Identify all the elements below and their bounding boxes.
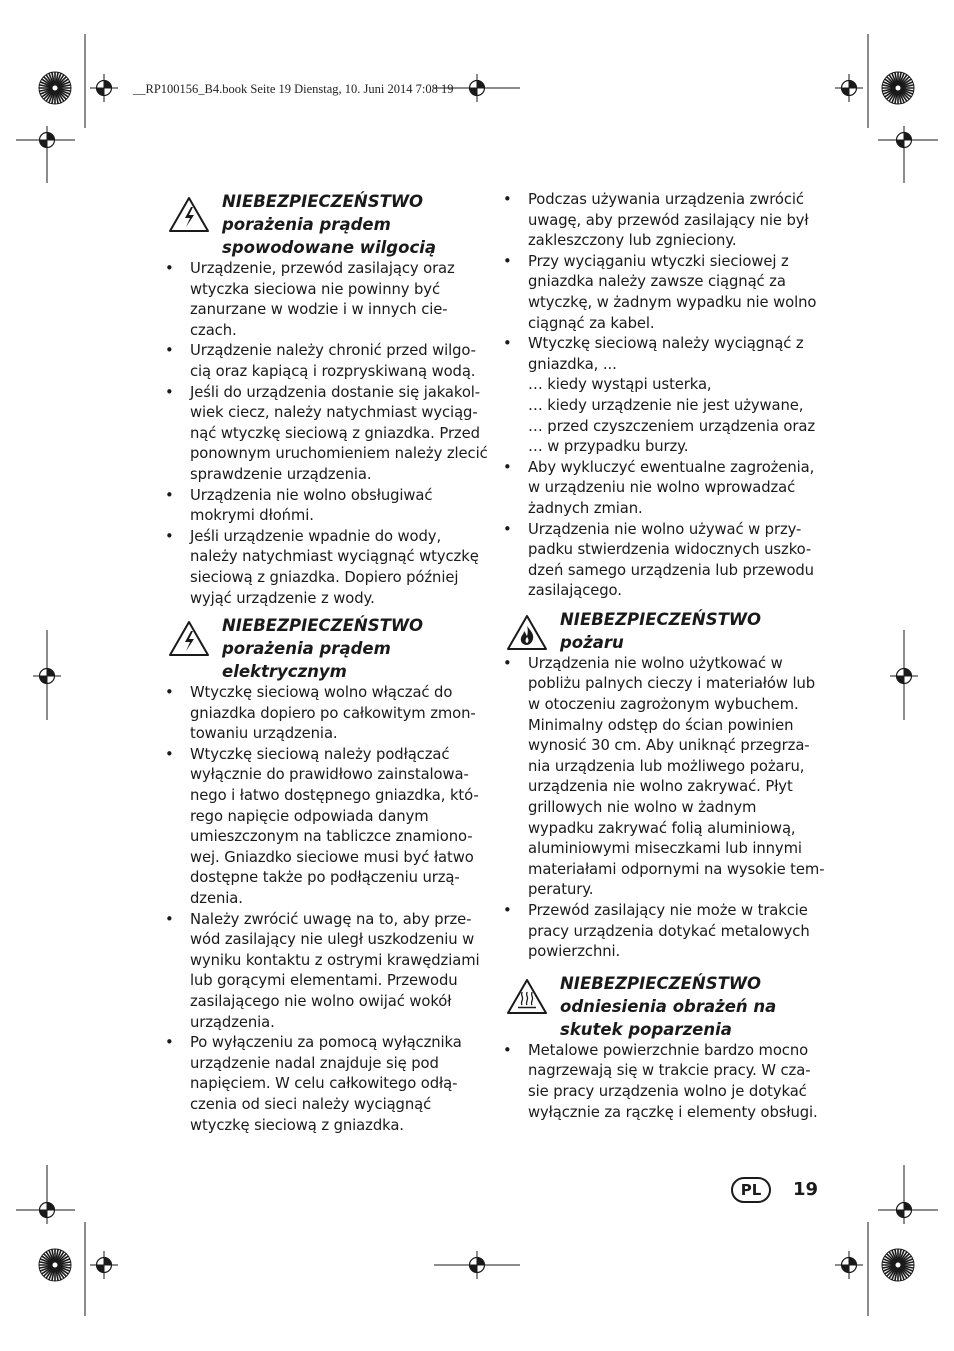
text-line: urządzenia. bbox=[190, 1013, 275, 1031]
text-line: w otoczeniu zagrożonym wybuchem. bbox=[528, 696, 799, 714]
text-line: gniazdka należy zawsze ciągnąć za bbox=[528, 273, 786, 291]
warning-list-electric bbox=[164, 683, 488, 1136]
text-line: dostępne także po podłączeniu urzą- bbox=[190, 869, 460, 887]
text-line: Minimalny odstęp do ścian powinien bbox=[528, 716, 794, 734]
text-line: uwagę, aby przewód zasilający nie był bbox=[528, 211, 809, 229]
text-line: wód zasilający nie uległ uszkodzeniu w bbox=[190, 931, 475, 949]
text-line: … przed czyszczeniem urządzenia oraz bbox=[528, 417, 815, 435]
text-line: gniazdka, ... bbox=[528, 355, 617, 373]
registration-crosshair-icon bbox=[463, 74, 491, 102]
registration-crosshair-icon bbox=[463, 1251, 491, 1279]
list-item bbox=[164, 527, 488, 609]
text-line: wyniku kontaktu z ostrymi krawędziami bbox=[190, 951, 480, 969]
language-badge: PL bbox=[731, 1177, 771, 1203]
warning-list-fire bbox=[502, 654, 826, 963]
registration-crosshair-icon bbox=[835, 1251, 863, 1279]
registration-crosshair-icon bbox=[890, 1196, 918, 1224]
registration-crosshair-icon bbox=[890, 662, 918, 690]
text-line: • Wtyczkę sieciową wolno włączać do bbox=[190, 684, 453, 702]
registration-crosshair-icon bbox=[90, 1251, 118, 1279]
list-item bbox=[502, 520, 826, 602]
text-line: • Metalowe powierzchnie bardzo mocno bbox=[528, 1041, 809, 1059]
text-line: umieszczonym na tabliczce znamiono- bbox=[190, 828, 473, 846]
text-line: nagrzewają się w trakcie pracy. W cza- bbox=[528, 1062, 811, 1080]
text-line: cią oraz kapiącą i rozpryskiwaną wodą. bbox=[190, 362, 476, 380]
text-line: zasilającego nie wolno owijać wokół bbox=[190, 993, 452, 1010]
text-line: zanurzane w wodzie i w innych cie- bbox=[190, 301, 448, 319]
warning-title-line: odniesienia obrażeń na bbox=[560, 996, 777, 1016]
list-item bbox=[164, 486, 488, 527]
list-item bbox=[502, 654, 826, 901]
text-line: lub gorącymi elementami. Przewodu bbox=[190, 972, 458, 990]
list-item bbox=[164, 683, 488, 745]
text-line: wyłącznie do prawidłowo zainstalowa- bbox=[190, 766, 469, 784]
text-line: nia urządzenia lub możliwego pożaru, bbox=[528, 757, 805, 775]
list-item bbox=[502, 190, 826, 252]
text-line: • Jeśli do urządzenia dostanie się jakakol- bbox=[190, 383, 481, 401]
text-line: • Po wyłączeniu za pomocą wyłącznika bbox=[190, 1034, 462, 1052]
warning-title-line: NIEBEZPIECZEŃSTWO bbox=[222, 616, 424, 636]
text-line: urządzenie nadal znajduje się pod bbox=[190, 1054, 439, 1072]
text-line: rego napięcie odpowiada danym bbox=[190, 807, 429, 825]
right-column bbox=[502, 190, 826, 1123]
text-line: powierzchni. bbox=[528, 943, 621, 961]
text-line: dzenia. bbox=[190, 890, 243, 908]
registration-crosshair-icon bbox=[33, 1196, 61, 1224]
warning-title-line: skutek poparzenia bbox=[560, 1019, 732, 1039]
text-line: • Wtyczkę sieciową należy wyciągnąć z bbox=[528, 335, 804, 353]
text-line: • Urządzenie należy chronić przed wilgo- bbox=[190, 342, 476, 360]
text-line: peratury. bbox=[528, 881, 594, 899]
text-line: • Urządzenie, przewód zasilający oraz bbox=[190, 260, 455, 277]
list-item bbox=[502, 458, 826, 520]
warning-title-line: spowodowane wilgocią bbox=[222, 238, 437, 257]
warning-heading-fire bbox=[502, 608, 826, 654]
text-line: wyłącznie za rączkę i elementy obsługi. bbox=[528, 1103, 818, 1121]
text-line: towaniu urządzenia. bbox=[190, 725, 338, 743]
text-line: wynosić 30 cm. Aby uniknąć przegrza- bbox=[528, 737, 810, 755]
text-line: dzeń samego urządzenia lub przewodu bbox=[528, 561, 814, 579]
text-line: wtyczka sieciowa nie powinny być bbox=[190, 280, 440, 298]
list-item bbox=[502, 334, 826, 458]
text-line: • Aby wykluczyć ewentualne zagrożenia, bbox=[528, 458, 815, 476]
registration-crosshair-icon bbox=[33, 662, 61, 690]
list-item bbox=[164, 910, 488, 1034]
list-item bbox=[164, 383, 488, 486]
warning-heading-moisture bbox=[164, 190, 488, 259]
registration-crosshair-icon bbox=[90, 74, 118, 102]
text-line: … w przypadku burzy. bbox=[528, 438, 689, 456]
text-line: wtyczkę, w żadnym wypadku nie wolno bbox=[528, 293, 817, 311]
warning-heading-burn bbox=[502, 972, 826, 1041]
text-line: ciągnąć za kabel. bbox=[528, 314, 655, 332]
warning-title-line: NIEBEZPIECZEŃSTWO bbox=[222, 192, 424, 211]
text-line: sieciową z gniazdka. Dopiero później bbox=[190, 568, 459, 586]
general-safety-list bbox=[502, 190, 826, 602]
text-line: zasilającego. bbox=[528, 582, 622, 600]
text-line: • Urządzenia nie wolno używać w przy- bbox=[528, 520, 802, 538]
text-line: • Jeśli urządzenie wpadnie do wody, bbox=[190, 527, 442, 545]
registration-crosshair-icon bbox=[33, 126, 61, 154]
color-registration-wheel-icon bbox=[39, 1249, 71, 1281]
text-line: • Przewód zasilający nie może w trakcie bbox=[528, 902, 808, 919]
warning-title-line: elektrycznym bbox=[222, 662, 347, 682]
page-number: 19 bbox=[793, 1179, 819, 1200]
text-line: sprawdzenie urządzenia. bbox=[190, 465, 372, 483]
text-line: gniazdka dopiero po całkowitym zmon- bbox=[190, 704, 476, 722]
warning-title-line: NIEBEZPIECZEŃSTWO bbox=[560, 609, 762, 629]
text-line: sie pracy urządzenia wolno je dotykać bbox=[528, 1082, 807, 1100]
text-line: aluminiowymi miseczkami lub innymi bbox=[528, 840, 802, 858]
electric-shock-warning-icon bbox=[168, 620, 210, 658]
list-item bbox=[164, 259, 488, 341]
list-item bbox=[502, 1041, 826, 1123]
text-line: nąć wtyczkę sieciową z gniazdka. Przed bbox=[190, 424, 480, 442]
list-item bbox=[502, 901, 826, 963]
text-line: zakleszczony lub zgnieciony. bbox=[528, 232, 737, 250]
text-line: czach. bbox=[190, 321, 237, 339]
warning-title-line: pożaru bbox=[560, 632, 624, 652]
text-line: pobliżu palnych cieczy i materiałów lub bbox=[528, 675, 816, 693]
registration-crosshair-icon bbox=[890, 126, 918, 154]
text-line: nego i łatwo dostępnego gniazdka, któ- bbox=[190, 787, 479, 805]
hot-surface-warning-icon bbox=[506, 978, 548, 1016]
text-line: … kiedy urządzenie nie jest używane, bbox=[528, 396, 804, 414]
text-line: urządzenia nie wolno zakrywać. Płyt bbox=[528, 778, 793, 796]
text-line: pracy urządzenia dotykać metalowych bbox=[528, 922, 810, 940]
text-line: wej. Gniazdko sieciowe musi być łatwo bbox=[190, 848, 474, 866]
text-line: wiek ciecz, należy natychmiast wyciąg- bbox=[190, 404, 478, 422]
list-item bbox=[502, 252, 826, 334]
warning-title-line: porażenia prądem bbox=[222, 639, 391, 659]
text-line: mokrymi dłońmi. bbox=[190, 507, 314, 525]
warning-heading-electric bbox=[164, 614, 488, 683]
text-line: ponownym uruchomieniem należy zlecić bbox=[190, 445, 488, 463]
text-line: padku stwierdzenia widocznych uszko- bbox=[528, 541, 812, 559]
list-item bbox=[164, 745, 488, 910]
list-item bbox=[164, 341, 488, 382]
text-line: wtyczkę sieciową z gniazdka. bbox=[190, 1116, 404, 1134]
registration-crosshair-icon bbox=[835, 74, 863, 102]
text-line: • Podczas używania urządzenia zwrócić bbox=[528, 191, 804, 208]
warning-list-burn bbox=[502, 1041, 826, 1123]
text-line: grillowych nie wolno w żadnym bbox=[528, 799, 757, 817]
text-line: • Urządzenia nie wolno obsługiwać bbox=[190, 486, 433, 504]
color-registration-wheel-icon bbox=[39, 72, 71, 104]
text-line: • Należy zwrócić uwagę na to, aby prze- bbox=[190, 910, 472, 928]
list-item bbox=[164, 1033, 488, 1136]
text-line: wyjąć urządzenie z wody. bbox=[190, 589, 375, 607]
text-line: należy natychmiast wyciągnąć wtyczkę bbox=[190, 548, 479, 566]
fire-warning-icon bbox=[506, 614, 548, 652]
text-line: materiałami odpornymi na wysokie tem- bbox=[528, 860, 825, 878]
text-line: w urządzeniu nie wolno wprowadzać bbox=[528, 479, 796, 497]
electric-shock-warning-icon bbox=[168, 196, 210, 234]
text-line: • Urządzenia nie wolno użytkować w bbox=[528, 654, 783, 672]
text-line: … kiedy wystąpi usterka, bbox=[528, 376, 712, 394]
book-file-header: __RP100156_B4.book Seite 19 Dienstag, 10. Juni 2014 7:08 19 bbox=[133, 82, 454, 96]
text-line: czenia od sieci należy wyciągnąć bbox=[190, 1095, 432, 1113]
text-line: • Przy wyciąganiu wtyczki sieciowej z bbox=[528, 252, 789, 270]
warning-list-moisture bbox=[164, 259, 488, 609]
text-line: wypadku zakrywać folią aluminiową, bbox=[528, 819, 796, 837]
color-registration-wheel-icon bbox=[882, 72, 914, 104]
left-column bbox=[164, 190, 488, 1136]
text-line: żadnych zmian. bbox=[528, 499, 643, 517]
text-line: • Wtyczkę sieciową należy podłączać bbox=[190, 745, 450, 763]
text-line: napięciem. W celu całkowitego odłą- bbox=[190, 1075, 458, 1093]
color-registration-wheel-icon bbox=[882, 1249, 914, 1281]
warning-title-line: porażenia prądem bbox=[222, 215, 391, 234]
warning-title-line: NIEBEZPIECZEŃSTWO bbox=[560, 973, 762, 993]
